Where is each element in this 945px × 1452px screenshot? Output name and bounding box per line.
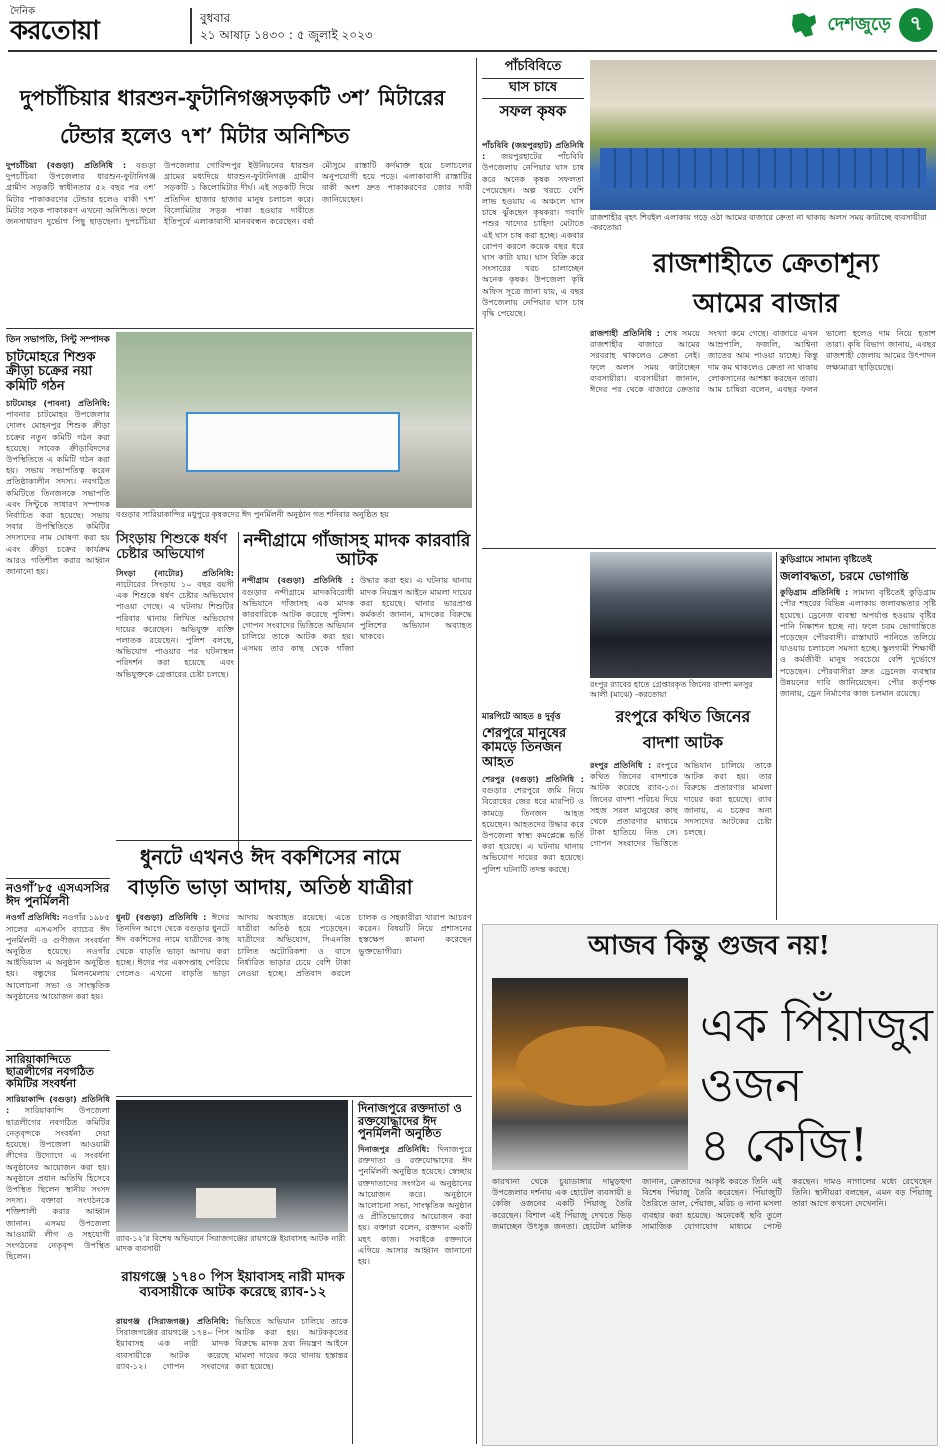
nandigram-headline: নন্দীগ্রামে গাঁজাসহ মাদক কারবারি আটক — [243, 531, 471, 570]
newspaper-logo — [10, 6, 185, 48]
road-body: বগুড়া দুপচাঁচিয়া উপজেলার ধারশুন-ফুটানিগঞ্জ গ্রামীণ সড়কটি স্বাধীনতার ৫২ বছর পর ৩শ’ মিটার পাকাকরণের টেন্ডার হলেও বাকী ৭শ’ মিটার সড়ক পাকাকরণ এখনো অনিশ্চিত। ফলে জনসাধারণ দুর্ভোগ পিছু ছাড়ছেনা। দুপচাঁচিয়া উপজেলার গোবিন্দপুর ইউনিয়নের ধারশুন গ্রামের মধ্যদিয়ে ধারশুন-ফুটানিগঞ্জ গ্রামীণ সড়কটি ১ কিলোমিটার দীর্ঘ। এই সড়কটি দিয়ে প্রতিদিন হাজার হাজার মানুষ চলাচল করে। বিলোমিটার সড়ক পাকা হওয়ার দাবীতে ইতিপূর্বে এলাকাবাসী মানববন্ধন করেছেন। বর্ষা মৌসুমে রাস্তাটি কর্দমাক্ত হয়ে চলাচলের অনুপযোগী হয়ে পড়ে। এলাকাবাসী রাস্তাটির বাকী অংশ দ্রুত পাকাকরণের জোর দাবী জানিয়েছেন। — [6, 160, 472, 227]
sherpur-body: বগুড়ার শেরপুরে জমি নিয়ে বিরোধের জের ধরে মারপিট ও কামড়ে তিনজন আহত হয়েছেন। আহতদের উদ্ধার করে উপজেলা স্বাস্থ্য কমপ্লেক্সে ভর্তি করা হয়েছে। এ ঘটনায় থানায় অভিযোগ দায়ের করা হয়েছে। পুলিশ ঘটনাটি তদন্ত করছে। — [482, 785, 584, 874]
divider — [352, 1100, 353, 1444]
section-header — [789, 6, 933, 44]
dhunat-headline-1: ধুনটে এখনও ঈদ বকশিসের নামে — [140, 845, 401, 869]
sariakandi-article — [6, 1094, 110, 1434]
farmer-kicker: পাঁচবিবিতে — [504, 59, 562, 74]
nandigram-body: বগুড়ার নন্দীগ্রামে মাদকবিরোধী অভিযানে গাঁজাসহ এক মাদক কারবারিকে আটক করেছে পুলিশ। গোপন সংবাদের ভিত্তিতে অভিযান চালিয়ে তাকে আটক করা হয়। এসময় তার কাছ থেকে গাঁজা উদ্ধার করা হয়। এ ঘটনায় থানায় মাদক নিয়ন্ত্রণ আইনে মামলা দায়ের করা হয়েছে। থানার ভারপ্রাপ্ত কর্মকর্তা জানান, মাদকের বিরুদ্ধে পুলিশের অভিযান অব্যাহত থাকবে। — [242, 575, 472, 653]
mango-caption: রাজশাহীর বৃহৎ শিরইল এলাকায় গড়ে ওঠা আমের বাজারে ক্রেতা না থাকায় অলস সময় কাটাচ্ছে ব্যবসায়ীরা -করতোয়া — [590, 213, 927, 232]
sherpur-article — [482, 774, 584, 942]
chatmohar-byline: চাটমোহর (পাবনা) প্রতিনিধি: — [6, 397, 110, 408]
farmer-article — [482, 140, 584, 520]
rangpur-article — [590, 760, 772, 920]
logo-title: করতোয়া — [10, 16, 99, 46]
divider — [6, 1050, 110, 1051]
seized-items — [196, 1188, 276, 1218]
chatmohar-body: পাবনার চাটমোহর উপজেলার দোলং মোহনপুর শিশুক ক্রীড়া চক্রের নতুন কমিটি গঠন করা হয়েছে। সাবেক ক্রীড়াবিদদের উপস্থিতিতে এ কমিটি গঠন করা হয়। সভায় সভাপতিত্ব করেন প্রতিষ্ঠাকালীন সদস্য। নবগঠিত কমিটিতে তিনজনকে সভাপতি এবং সিন্টুকে সাধারণ সম্পাদক নির্বাচিত করা হয়েছে। সভায় সবার উপস্থিতিতে কমিটির সদস্যদের নাম ঘোষণা করা হয় এবং ক্রীড়া চক্রের কার্যক্রম আরও গতিশীল করার আহ্বান জানানো হয়। — [6, 409, 110, 576]
mango-headline-2: আমের বাজার — [693, 289, 839, 319]
sherpur-story — [482, 710, 584, 942]
nandigram-byline: নন্দীগ্রাম (বগুড়া) প্রতিনিধি : — [242, 575, 354, 586]
rab-caption: রংপুর র‌্যাবের হাতে গ্রেপ্তারকৃত জিনের বাদশা মনসুর আলী (মাঝে) -করতোয়া — [590, 680, 753, 699]
divider — [6, 878, 110, 879]
sariakandi-headline: সারিয়াকান্দিতে ছাত্রলীগের নবগঠিত কমিটির সংবর্ধনা — [6, 1053, 94, 1091]
dhunat-byline: ধুনট (বগুড়া) প্রতিনিধি : — [116, 912, 207, 922]
naogaon-byline: নওগাঁ প্রতিনিধি: — [6, 912, 60, 923]
singra-byline: সিংড়া (নাটোর) প্রতিনিধি: — [116, 567, 234, 578]
farmer-headline: সফল কৃষক — [499, 101, 567, 120]
masthead-dateline — [200, 10, 373, 44]
rally-banner — [186, 412, 400, 472]
divider — [238, 532, 239, 852]
dinajpur-byline: দিনাজপুর প্রতিনিধি: — [358, 1143, 430, 1154]
onion-body: কারখানা থেকে চুয়াডাঙ্গার দামুড়হুদা উপজেলার দর্শনায় এক হোটেল ব্যবসায়ী ৪ কেজি ওজনের একটি পিঁয়াজু তৈরি করেছেন। বিশাল এই পিঁয়াজু দেখতে ভিড় জমাচ্ছেন উৎসুক জনতা। হোটেল মালিক জানান, ক্রেতাদের আকৃষ্ট করতে তিনি এই বিশেষ পিঁয়াজু তৈরি করেছেন। পিঁয়াজুটি তৈরিতে ডাল, পেঁয়াজ, মরিচ ও নানা মসলা ব্যবহার করা হয়েছে। অনেকেই ছবি তুলে সামাজিক যোগাযোগ মাধ্যমে পোস্ট করছেন। দামও নাগালের মধ্যে রেখেছেন তিনি। স্থানীয়রা বলছেন, এমন বড় পিঁয়াজু তারা আগে কখনো দেখেননি। — [492, 1176, 932, 1231]
piyaju-fried-snack — [516, 1026, 666, 1106]
rajganj-caption: র‌্যাব-১২’র বিশেষ অভিযানে সিরাজগঞ্জের রায়গঞ্জে ইয়াবাসহ আটক নারী মাদক ব্যবসায়ী — [116, 1234, 346, 1253]
weekday: বুধবার — [200, 11, 231, 25]
date: ২১ আষাঢ় ১৪৩০ : ৫ জুলাই ২০২৩ — [200, 28, 373, 42]
dinajpur-story — [358, 1102, 472, 1434]
bangladesh-map-icon — [789, 11, 819, 39]
rangpur-headline-2: বাদশা আটক — [642, 733, 724, 752]
masthead-rule — [8, 50, 937, 52]
farmer-story-header — [482, 60, 584, 119]
divider — [116, 1096, 472, 1097]
kurigram-byline: কুড়িগ্রাম প্রতিনিধি : — [780, 587, 849, 598]
dinajpur-headline: দিনাজপুরে রক্তদাতা ও রক্তযোদ্ধাদের ঈদ পুনর্মিলনী অনুষ্ঠিত — [358, 1101, 462, 1141]
singra-headline: সিংড়ায় শিশুকে ধর্ষণ চেষ্টার অভিযোগ — [116, 531, 228, 562]
divider — [482, 548, 936, 549]
naogaon-headline: নওগাঁ’৮৫ এসএসসির ঈদ পুনর্মিলনী — [6, 881, 110, 909]
onion-article — [492, 1176, 932, 1436]
chatmohar-kicker: তিন সভাপতি, সিন্টু সম্পাদক — [6, 335, 110, 345]
rajganj-headline: রায়গঞ্জে ১৭৪০ পিস ইয়াবাসহ নারী মাদক ব্যবসায়ীকে আটক করেছে র‌্যাব-১২ — [121, 1269, 345, 1300]
rangpur-headline-1: রংপুরে কথিত জিনের — [615, 707, 751, 726]
singra-story — [116, 532, 234, 800]
onion-headline-3: ৪ কেজি! — [700, 1118, 869, 1172]
kurigram-body: সামান্য বৃষ্টিতেই কুড়িগ্রাম পৌর শহরের বিভিন্ন এলাকায় জলাবদ্ধতার সৃষ্টি হয়েছে। ড্রেনেজ ব্যবস্থা অপর্যাপ্ত হওয়ায় বৃষ্টির পানি নিষ্কাশন হচ্ছে না। ফলে চরম ভোগান্তিতে পড়েছেন পৌরবাসী। রাস্তাঘাট পানিতে তলিয়ে যাওয়ায় চলাচলে সমস্যা হচ্ছে। স্কুলগামী শিক্ষার্থী ও কর্মজীবী মানুষ সবচেয়ে বেশি দুর্ভোগে পড়েছেন। পৌরবাসীরা দ্রুত ড্রেনেজ ব্যবস্থার উন্নয়নের দাবি জানিয়েছেন। পৌর কর্তৃপক্ষ জানায়, ড্রেন নির্মাণের কাজ চলমান রয়েছে। — [780, 587, 936, 699]
rajganj-article — [116, 1316, 348, 1444]
rajganj-byline: রায়গঞ্জ (সিরাজগঞ্জ) প্রতিনিধি: — [116, 1316, 229, 1326]
dhunat-body: ঈদের তিনদিন আগে থেকে বগুড়ার ধুনটে ঈদ বকশিসের নামে যাত্রীদের কাছ থেকে বাড়তি ভাড়া আদায় করা হচ্ছে। ঈদের পর একসপ্তাহ পেরিয়ে গেলেও এখনো বাড়তি ভাড়া আদায় অব্যাহত রয়েছে। এতে যাত্রীরা অতিষ্ঠ হয়ে পড়েছেন। যাত্রীদের অভিযোগ, সিএনজি চালিত অটোরিকশা ও বাসে নির্ধারিত ভাড়ার চেয়ে বেশি টাকা নেওয়া হচ্ছে। প্রতিবাদ করলে চালক ও সহকারীরা খারাপ আচরণ করেন। বিষয়টি নিয়ে প্রশাসনের হস্তক্ষেপ কামনা করেছেন ভুক্তভোগীরা। — [116, 912, 472, 979]
farmer-byline: পাঁচবিবি (জয়পুরহাট) প্রতিনিধি : — [482, 140, 584, 162]
singra-article — [116, 568, 234, 800]
page-number: ৭ — [899, 8, 933, 42]
sariakandi-byline: সারিয়াকান্দি (বগুড়া) প্রতিনিধি : — [6, 1094, 110, 1116]
road-headline-1: দুপচাঁচিয়ার ধারশুন-ফুটানিগঞ্জসড়কটি ৩শ’ মিটারের — [20, 85, 445, 110]
chatmohar-story — [6, 332, 110, 938]
section-title: দেশজুড়ে — [827, 13, 891, 35]
chatmohar-headline: চাটমোহরে শিশুক ক্রীড়া চক্রের নয়া কমিটি গঠন — [6, 350, 96, 394]
rajganj-photo — [116, 1100, 348, 1232]
road-article — [6, 160, 472, 325]
farmer-kicker-2: ঘাস চাষে — [482, 78, 584, 98]
mango-crates — [600, 148, 926, 188]
naogaon-story — [6, 882, 110, 1032]
kurigram-article — [780, 587, 936, 907]
masthead-divider — [190, 8, 192, 44]
rally-caption: বগুড়ার সারিয়াকান্দির মধুপুরে কৃষকদের ঈদ পুনর্মিলনী অনুষ্ঠান গত শনিবার অনুষ্ঠিত হয় — [116, 510, 389, 519]
road-headline-2: টেন্ডার হলেও ৭শ’ মিটার অনিশ্চিত — [60, 123, 350, 148]
mango-byline: রাজশাহী প্রতিনিধি : — [590, 328, 660, 338]
kurigram-headline: জলাবদ্ধতা, চরমে ভোগান্তি — [780, 569, 909, 583]
rangpur-byline: রংপুর প্রতিনিধি : — [590, 760, 652, 770]
naogaon-body: নওগাঁর ১৯৮৫ সালের এসএসসি ব্যাচের ঈদ পুনর্মিলনী ও গুণীজন সংবর্ধনা অনুষ্ঠিত হয়েছে। নওগাঁর আইডিয়াল এ অনুষ্ঠান অনুষ্ঠিত হয়। বন্ধুদের মিলনমেলায় আলোচনা সভা ও সাংস্কৃতিক অনুষ্ঠানের আয়োজন করা হয়। — [6, 912, 110, 1001]
nandigram-story — [242, 532, 472, 833]
column-divider — [476, 58, 477, 1444]
onion-photo — [492, 978, 688, 1170]
sariakandi-story — [6, 1054, 110, 1434]
mango-article — [590, 328, 936, 542]
onion-headline-1: এক পিঁয়াজুর — [700, 998, 934, 1052]
sherpur-byline: শেরপুর (বগুড়া) প্রতিনিধি : — [482, 773, 584, 784]
chatmohar-article — [6, 398, 110, 938]
kurigram-kicker: কুড়িগ্রামে সামান্য বৃষ্টিতেই — [780, 555, 872, 565]
farmer-body: জয়পুরহাটের পাঁচবিবি উপজেলায় নেপিয়ার ঘাস চাষ করে অনেক কৃষক সফলতা পেয়েছেন। অল্প খরচে বেশি লাভ হওয়ায় এ অঞ্চলে ঘাস চাষে ঝুঁকছেন কৃষকরা। গবাদি পশুর খাদ্যের চাহিদা মেটাতে এই ঘাস চাষ করা হচ্ছে। একবার রোপণ করলে কয়েক বছর ধরে ঘাস কাটা যায়। ঘাস বিক্রি করে সংসারের খরচ চালাচ্ছেন অনেক কৃষক। উপজেলা কৃষি অফিস সূত্রে জানা যায়, এ বছর উপজেলায় নেপিয়ার ঘাস চাষ বৃদ্ধি পেয়েছে। — [482, 151, 584, 319]
rangpur-body: রংপুরে কথিত জিনের বাদশাকে আটক করেছে র‌্যাব-১৩। জিনের বাদশা পরিচয় দিয়ে সহজ সরল মানুষের কাছ থেকে প্রতারণার মাধ্যমে টাকা হাতিয়ে নিত সে। গোপন সংবাদের ভিত্তিতে অভিযান চালিয়ে তাকে আটক করা হয়। তার বিরুদ্ধে প্রতারণার মামলা দায়ের করা হয়েছে। র‌্যাব জানায়, এ চক্রের অন্য সদস্যদের আটকের চেষ্টা চলছে। — [590, 760, 772, 849]
road-byline: দুপচাঁচিয়া (বগুড়া) প্রতিনিধি : — [6, 160, 127, 170]
rab-photo — [590, 552, 772, 678]
dinajpur-article — [358, 1144, 472, 1434]
sherpur-headline: শেরপুরে মানুষের কামড়ে তিনজন আহত — [482, 726, 567, 770]
dinajpur-body: দিনাজপুরে রক্তদাতা ও রক্তযোদ্ধাদের ঈদ পুনর্মিলনী অনুষ্ঠিত হয়েছে। স্বেচ্ছায় রক্তদাতাদের সংগঠন এ অনুষ্ঠানের আয়োজন করে। অনুষ্ঠানে আলোচনা সভা, সাংস্কৃতিক অনুষ্ঠান ও প্রীতিভোজের আয়োজন করা হয়। বক্তারা বলেন, রক্তদান একটি মহৎ কাজ। সবাইকে রক্তদানে এগিয়ে আসার আহ্বান জানানো হয়। — [358, 1143, 472, 1266]
sherpur-kicker: মারপিটে আহত ৪ দুর্বৃত্ত — [482, 712, 561, 722]
mango-headline-1: রাজশাহীতে ক্রেতাশূন্য — [653, 249, 879, 279]
mango-body: শেষ সময়ে রাজশাহীর বাজারে আমের সরবরাহ থাকলেও ক্রেতা নেই। ফলে অলস সময় কাটাচ্ছেন ব্যবসায়ীরা। ব্যবসায়ীরা জানান, ঈদের পর থেকে বাজারে ক্রেতার সংখ্যা কমে গেছে। বাজারে এখন আম্রপালি, ফজলি, আশ্বিনা জাতের আম পাওয়া যাচ্ছে। কিন্তু দাম কম থাকলেও ক্রেতা না থাকায় লোকসানের আশঙ্কা করছেন তারা। আম চাষিরা বলেন, এবছর ফলন ভালো হলেও দাম নিয়ে হতাশ তারা। কৃষি বিভাগ জানায়, এবছর রাজশাহী জেলায় আমের উৎপাদন লক্ষ্যমাত্রা ছাড়িয়েছে। — [590, 328, 936, 395]
logo-small-text: দৈনিক — [10, 6, 36, 17]
divider — [776, 552, 777, 920]
naogaon-article — [6, 912, 110, 1032]
mango-market-photo — [590, 60, 936, 210]
onion-headline-2: ওজন — [700, 1058, 803, 1112]
mango-article-continued — [482, 552, 584, 706]
rajganj-body: সিরাজগঞ্জের রায়গঞ্জে ১৭৪০ পিস ইয়াবাসহ এক নারী মাদক ব্যবসায়ীকে আটক করেছে র‌্যাব-১২। গোপন সংবাদের ভিত্তিতে অভিযান চালিয়ে তাকে আটক করা হয়। আটককৃতের বিরুদ্ধে মাদক দ্রব্য নিয়ন্ত্রণ আইনে মামলা দায়ের করে থানায় হস্তান্তর করা হয়েছে। — [116, 1316, 348, 1371]
divider — [6, 328, 474, 329]
singra-body: নাটোরের সিংড়ায় ১০ বছর বয়সী এক শিশুকে ধর্ষণ চেষ্টার অভিযোগ পাওয়া গেছে। এ ঘটনায় শিশুটির পরিবার থানায় লিখিত অভিযোগ দায়ের করেছেন। অভিযুক্ত ব্যক্তি পলাতক রয়েছেন। পুলিশ বলছে, অভিযোগ পাওয়ার পর ঘটনাস্থল পরিদর্শন করা হয়েছে এবং অভিযুক্তকে গ্রেপ্তারের চেষ্টা চলছে। — [116, 578, 234, 679]
dhunat-headline-2: বাড়তি ভাড়া আদায়, অতিষ্ঠ যাত্রীরা — [128, 875, 413, 899]
sariakandi-body: সারিয়াকান্দি উপজেলা ছাত্রলীগের নবগঠিত কমিটির নেতৃবৃন্দকে সংবর্ধনা দেয়া হয়েছে। উপজেলা আওয়ামী লীগের উদ্যোগে এ সংবর্ধনা অনুষ্ঠানের আয়োজন করা হয়। অনুষ্ঠানে প্রধান অতিথি হিসেবে উপস্থিত ছিলেন স্থানীয় সংসদ সদস্য। বক্তারা সংগঠনকে শক্তিশালী করার আহ্বান জানান। এসময় উপজেলা আওয়ামী লীগ ও সহযোগী সংগঠনের নেতৃবৃন্দ উপস্থিত ছিলেন। — [6, 1105, 110, 1262]
onion-banner: আজব কিন্তু গুজব নয়! — [588, 931, 830, 961]
kurigram-story — [780, 552, 936, 907]
divider — [116, 840, 472, 841]
rally-photo — [116, 332, 472, 508]
nandigram-article — [242, 575, 472, 833]
dhunat-article — [116, 912, 472, 1092]
